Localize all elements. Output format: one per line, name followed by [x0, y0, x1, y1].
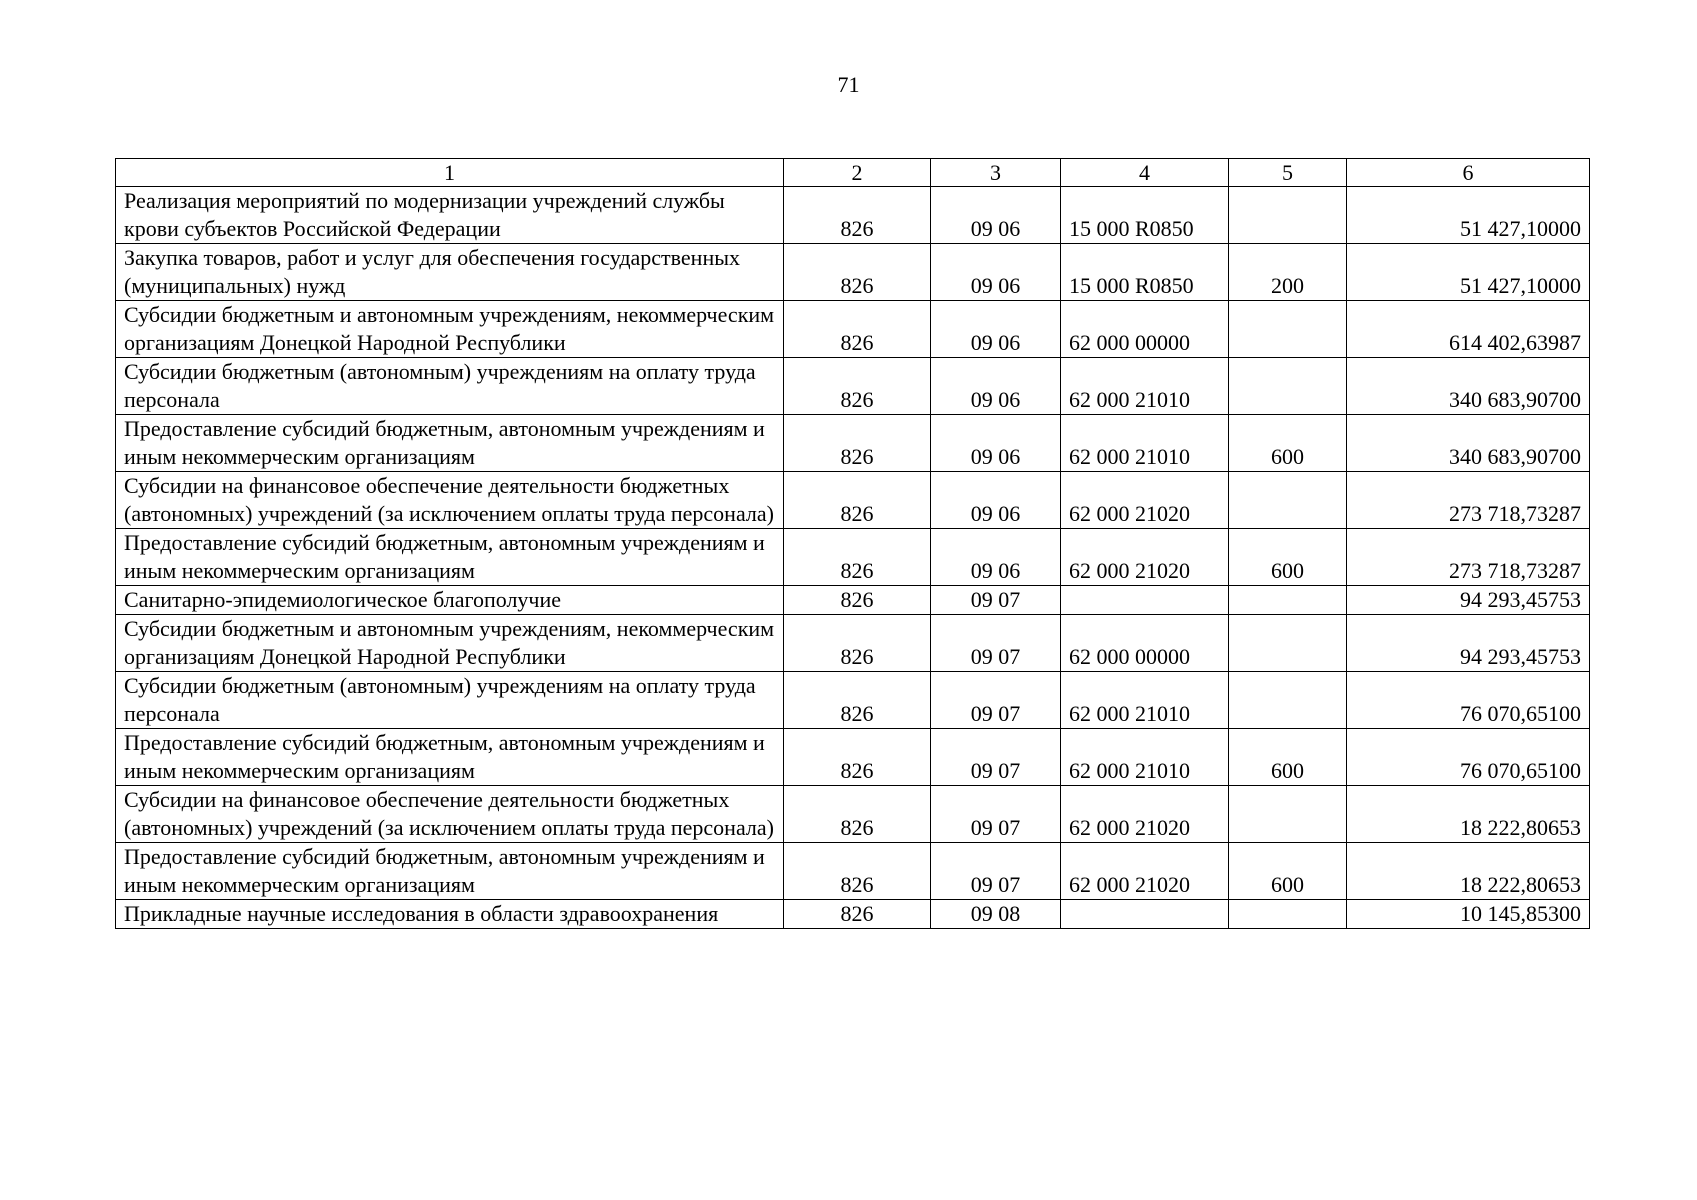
table-row	[116, 843, 1590, 900]
row-expense-type: 600	[1229, 729, 1347, 786]
row-ministry-code: 826	[784, 586, 931, 615]
header-col-2: 2	[784, 159, 931, 187]
row-expense-type	[1229, 301, 1347, 358]
row-ministry-code: 826	[784, 187, 931, 244]
row-target-article: 62 000 00000	[1061, 301, 1229, 358]
row-name: Субсидии на финансовое обеспечение деятельности бюджетных (автономных) учреждений (за исключением оплаты труда персонала)	[116, 786, 784, 843]
row-target-article: 62 000 21020	[1061, 529, 1229, 586]
row-expense-type: 200	[1229, 244, 1347, 301]
row-ministry-code: 826	[784, 415, 931, 472]
row-amount: 340 683,90700	[1347, 415, 1590, 472]
row-target-article: 15 000 R0850	[1061, 187, 1229, 244]
row-ministry-code: 826	[784, 672, 931, 729]
row-target-article: 62 000 21010	[1061, 415, 1229, 472]
row-name: Субсидии бюджетным (автономным) учреждениям на оплату труда персонала	[116, 358, 784, 415]
row-expense-type: 600	[1229, 843, 1347, 900]
row-amount: 51 427,10000	[1347, 244, 1590, 301]
header-col-1: 1	[116, 159, 784, 187]
row-expense-type	[1229, 786, 1347, 843]
table-header-row	[116, 159, 1590, 187]
row-amount: 614 402,63987	[1347, 301, 1590, 358]
row-section-code: 09 06	[931, 187, 1061, 244]
row-name: Предоставление субсидий бюджетным, автономным учреждениям и иным некоммерческим организациям	[116, 529, 784, 586]
row-name: Предоставление субсидий бюджетным, автономным учреждениям и иным некоммерческим организациям	[116, 415, 784, 472]
table-row	[116, 729, 1590, 786]
row-name: Субсидии бюджетным и автономным учреждениям, некоммерческим организациям Донецкой Народной Республики	[116, 615, 784, 672]
row-expense-type	[1229, 672, 1347, 729]
row-ministry-code: 826	[784, 244, 931, 301]
table-row	[116, 672, 1590, 729]
table-row	[116, 472, 1590, 529]
row-amount: 273 718,73287	[1347, 472, 1590, 529]
row-name: Предоставление субсидий бюджетным, автономным учреждениям и иным некоммерческим организациям	[116, 843, 784, 900]
header-col-5: 5	[1229, 159, 1347, 187]
row-target-article: 62 000 21010	[1061, 358, 1229, 415]
row-amount: 273 718,73287	[1347, 529, 1590, 586]
row-section-code: 09 07	[931, 586, 1061, 615]
row-target-article: 62 000 21020	[1061, 843, 1229, 900]
row-expense-type	[1229, 358, 1347, 415]
row-expense-type: 600	[1229, 529, 1347, 586]
row-expense-type	[1229, 472, 1347, 529]
row-amount: 18 222,80653	[1347, 786, 1590, 843]
row-expense-type	[1229, 187, 1347, 244]
row-target-article	[1061, 586, 1229, 615]
header-col-4: 4	[1061, 159, 1229, 187]
header-col-6: 6	[1347, 159, 1590, 187]
row-section-code: 09 07	[931, 786, 1061, 843]
header-col-3: 3	[931, 159, 1061, 187]
row-name: Предоставление субсидий бюджетным, автономным учреждениям и иным некоммерческим организациям	[116, 729, 784, 786]
row-amount: 94 293,45753	[1347, 586, 1590, 615]
table-row	[116, 615, 1590, 672]
row-ministry-code: 826	[784, 529, 931, 586]
row-target-article	[1061, 900, 1229, 929]
row-section-code: 09 06	[931, 472, 1061, 529]
row-ministry-code: 826	[784, 301, 931, 358]
row-amount: 94 293,45753	[1347, 615, 1590, 672]
row-amount: 10 145,85300	[1347, 900, 1590, 929]
row-amount: 76 070,65100	[1347, 729, 1590, 786]
row-name: Реализация мероприятий по модернизации учреждений службы крови субъектов Российской Федерации	[116, 187, 784, 244]
row-ministry-code: 826	[784, 472, 931, 529]
row-target-article: 15 000 R0850	[1061, 244, 1229, 301]
row-amount: 18 222,80653	[1347, 843, 1590, 900]
row-target-article: 62 000 21020	[1061, 472, 1229, 529]
table-row	[116, 301, 1590, 358]
row-name: Субсидии бюджетным (автономным) учреждениям на оплату труда персонала	[116, 672, 784, 729]
row-section-code: 09 07	[931, 615, 1061, 672]
table-row	[116, 529, 1590, 586]
row-expense-type	[1229, 900, 1347, 929]
table-row	[116, 586, 1590, 615]
row-section-code: 09 06	[931, 244, 1061, 301]
row-name: Закупка товаров, работ и услуг для обеспечения государственных (муниципальных) нужд	[116, 244, 784, 301]
table-row	[116, 187, 1590, 244]
row-target-article: 62 000 21020	[1061, 786, 1229, 843]
row-target-article: 62 000 00000	[1061, 615, 1229, 672]
table-row	[116, 900, 1590, 929]
page-number: 71	[837, 72, 860, 97]
row-section-code: 09 06	[931, 415, 1061, 472]
row-ministry-code: 826	[784, 729, 931, 786]
row-section-code: 09 06	[931, 301, 1061, 358]
budget-table	[115, 158, 1590, 929]
row-amount: 76 070,65100	[1347, 672, 1590, 729]
row-ministry-code: 826	[784, 843, 931, 900]
table-row	[116, 244, 1590, 301]
row-section-code: 09 08	[931, 900, 1061, 929]
row-section-code: 09 06	[931, 358, 1061, 415]
row-section-code: 09 07	[931, 843, 1061, 900]
row-section-code: 09 07	[931, 672, 1061, 729]
table-row	[116, 358, 1590, 415]
table-row	[116, 415, 1590, 472]
row-target-article: 62 000 21010	[1061, 672, 1229, 729]
row-section-code: 09 07	[931, 729, 1061, 786]
row-name: Субсидии на финансовое обеспечение деятельности бюджетных (автономных) учреждений (за исключением оплаты труда персонала)	[116, 472, 784, 529]
row-ministry-code: 826	[784, 786, 931, 843]
row-name: Субсидии бюджетным и автономным учреждениям, некоммерческим организациям Донецкой Народной Республики	[116, 301, 784, 358]
row-ministry-code: 826	[784, 615, 931, 672]
row-expense-type	[1229, 586, 1347, 615]
table-row	[116, 786, 1590, 843]
row-expense-type: 600	[1229, 415, 1347, 472]
row-expense-type	[1229, 615, 1347, 672]
row-amount: 340 683,90700	[1347, 358, 1590, 415]
row-ministry-code: 826	[784, 358, 931, 415]
row-name: Санитарно-эпидемиологическое благополучие	[116, 586, 784, 615]
row-target-article: 62 000 21010	[1061, 729, 1229, 786]
row-ministry-code: 826	[784, 900, 931, 929]
row-name: Прикладные научные исследования в области здравоохранения	[116, 900, 784, 929]
row-amount: 51 427,10000	[1347, 187, 1590, 244]
row-section-code: 09 06	[931, 529, 1061, 586]
